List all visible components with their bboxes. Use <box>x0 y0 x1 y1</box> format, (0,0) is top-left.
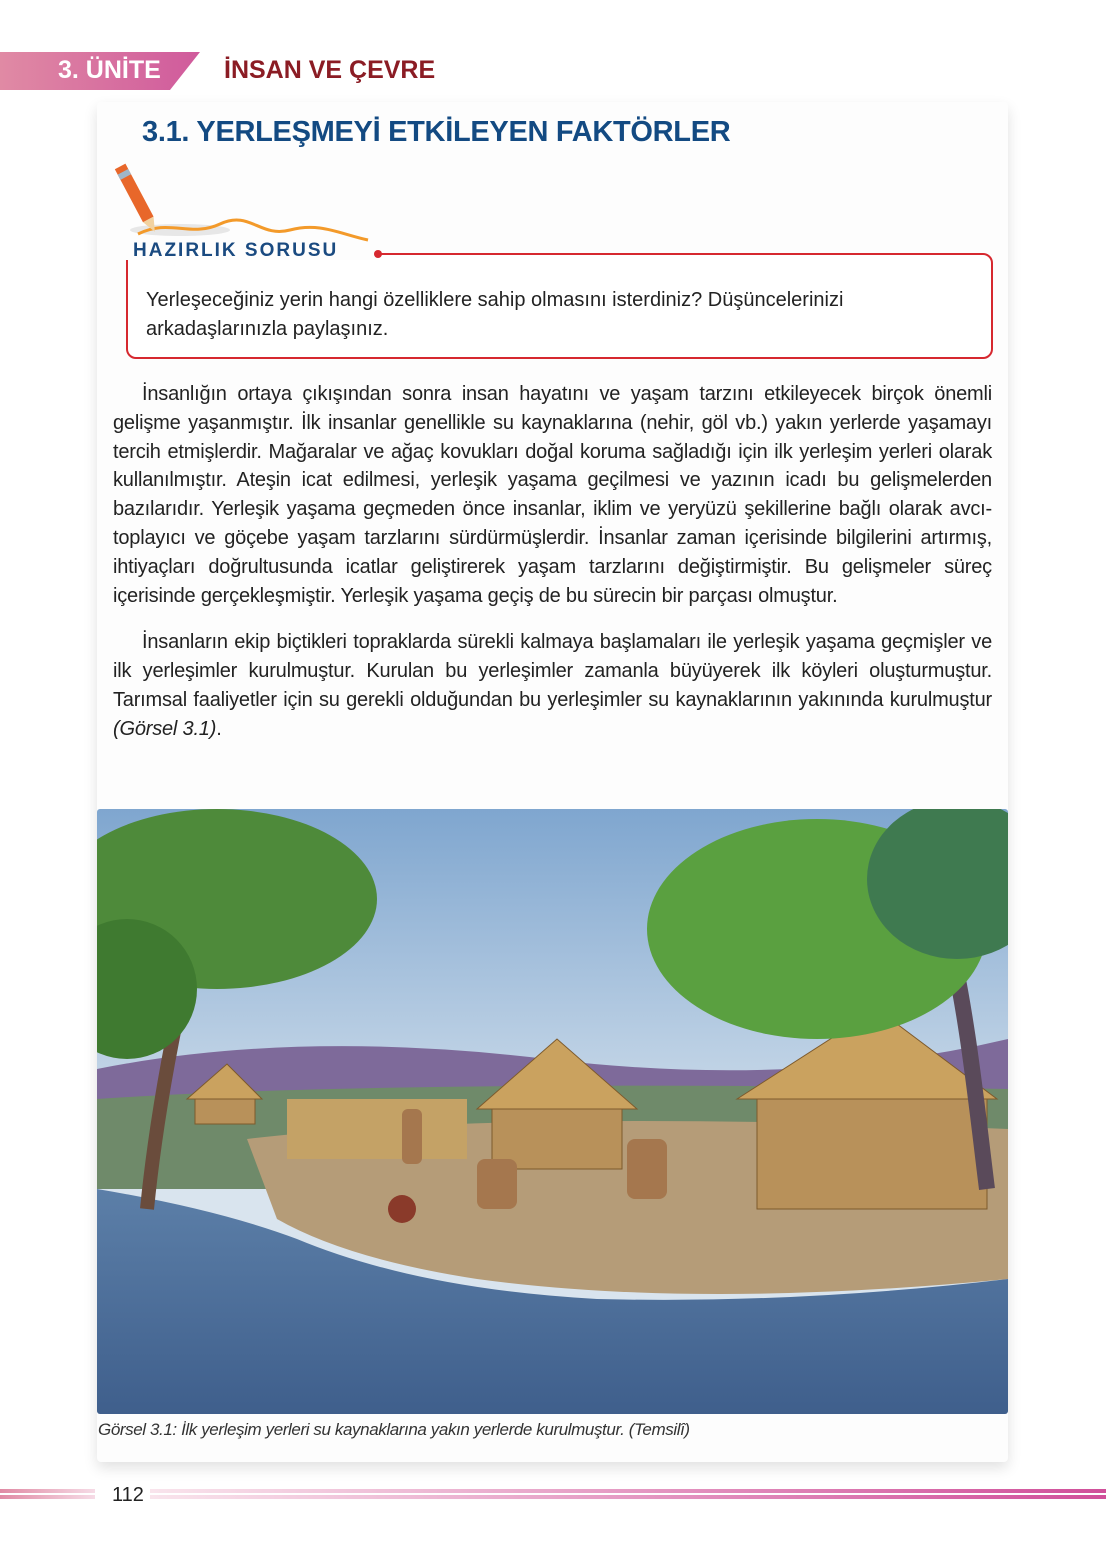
chapter-title: İNSAN VE ÇEVRE <box>224 56 436 84</box>
question-label: HAZIRLIK SORUSU <box>133 240 339 261</box>
paragraph: İnsanların ekip biçtikleri topraklarda sürekli kalmaya başlamaları ile yerleşik yaşama geçmişler ve ilk yerleşimler kurulmuştur. Kurulan bu yerleşimler zamanla büyüyerek ilk köyleri oluşturmuştur. Tarımsal faaliyetler için su gerekli olduğundan bu yerleşimler su kaynaklarının yakınında kurulmuştur (Görsel 3.1). <box>113 631 992 740</box>
unit-label: 3. ÜNİTE <box>58 56 161 84</box>
settlement-illustration <box>97 809 1008 1414</box>
body-text <box>113 380 992 762</box>
pencil-icon <box>110 158 370 243</box>
question-text: Yerleşeceğiniz yerin hangi özelliklere sahip olmasını isterdiniz? Düşüncelerinizi arkadaşlarınızla paylaşınız. <box>146 289 844 340</box>
footer-bar <box>0 1489 95 1499</box>
page-number: 112 <box>112 1484 144 1506</box>
figure-caption: Görsel 3.1: İlk yerleşim yerleri su kaynaklarına yakın yerlerde kurulmuştur. (Temsilî) <box>98 1420 690 1439</box>
paragraph: İnsanlığın ortaya çıkışından sonra insan hayatını ve yaşam tarzını etkileyecek birçok önemli gelişme yaşanmıştır. İlk insanlar genellikle su kaynaklarına (nehir, göl vb.) yakın yerlerde yaşamayı tercih etmişlerdir. Mağaralar ve ağaç kovukları doğal koruma sağladığı için ilk yerleşim yerleri olarak kullanılmıştır. Ateşin icat edilmesi, yerleşik yaşama geçilmesi ve yazının icadı bu gelişmelerden bazılarıdır. Yerleşik yaşama geçmeden önce insanlar, iklim ve yeryüzü şekillerine bağlı olarak avcı-toplayıcı ve göçebe yaşam tarzlarını sürdürmüşlerdir. İnsanlar zaman içerisinde bilgilerini artırmış, ihtiyaçları doğrultusunda icatlar geliştirerek yaşam tarzlarını değiştirmiştir. Bu gelişmeler süreç içerisinde gerçekleşmiştir. Yerleşik yaşama geçiş de bu sürecin bir parçası olmuştur. <box>113 383 992 607</box>
figure-reference: (Görsel 3.1) <box>113 717 217 740</box>
bullet-dot <box>374 250 382 258</box>
footer-bar <box>150 1489 1106 1499</box>
section-title: 3.1. YERLEŞMEYİ ETKİLEYEN FAKTÖRLER <box>142 116 731 148</box>
